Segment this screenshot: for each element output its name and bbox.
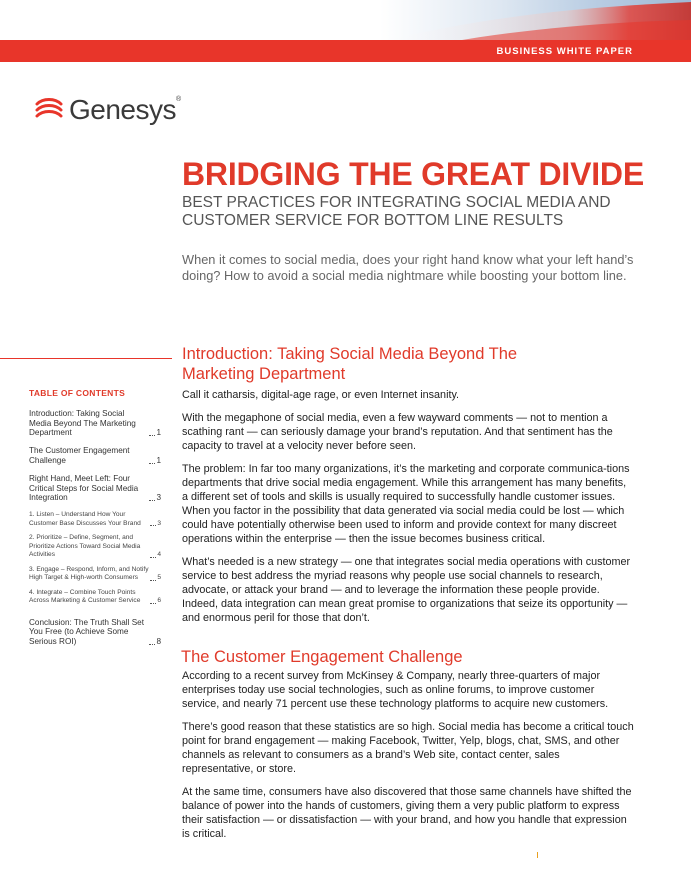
- paragraph: What’s needed is a new strategy — one that integrates social media operations with customer service to best address the myriad reasons why people use social channels to research, advocate, or attack your brand — and to leverage the information these people provide. Indeed, data integration can mean great promise to organizations that seize its opportunity — and enormous peril for those that don’t.: [182, 556, 631, 624]
- toc-subitem[interactable]: 3. Engage – Respond, Inform, and Notify High Target & High-worth Consumers 5: [29, 565, 161, 582]
- toc-item[interactable]: Introduction: Taking Social Media Beyond The Marketing Department 1: [29, 408, 161, 438]
- paragraph: According to a recent survey from McKinsey & Company, nearly three-quarters of major enterprises today use social technologies, such as online forums, to improve customer service, and nearly 71 percent use these technology platforms to acquire new customers.: [182, 670, 609, 710]
- document-type-label: BUSINESS WHITE PAPER: [496, 46, 633, 57]
- section-heading-challenge: The Customer Engagement Challenge: [181, 648, 463, 666]
- brand-name: Genesys®: [69, 94, 181, 125]
- brand-logo: [33, 93, 181, 127]
- intro-body: [182, 388, 634, 634]
- document-title: BRIDGING THE GREAT DIVIDE: [182, 156, 644, 192]
- paragraph: At the same time, consumers have also discovered that those same channels have shifted the balance of power into the hands of customers, giving them a very public platform to express their satisfaction — or dissatisfaction — with your brand, and how you handle that expression is critical.: [182, 786, 632, 840]
- toc-subitem[interactable]: 4. Integrate – Combine Touch Points Across Marketing & Customer Service 6: [29, 588, 161, 605]
- document-subtitle: BEST PRACTICES FOR INTEGRATING SOCIAL MEDIA AND CUSTOMER SERVICE FOR BOTTOM LINE RESULTS: [182, 194, 611, 229]
- header-swoosh-graphic: [0, 0, 691, 42]
- page-marker: [537, 852, 538, 858]
- toc-item[interactable]: Conclusion: The Truth Shall Set You Free (to Achieve Some Serious ROI) 8: [29, 617, 161, 647]
- toc-subitem[interactable]: 2. Prioritize – Define, Segment, and Prioritize Actions Toward Social Media Activities 4: [29, 534, 161, 559]
- genesys-mark-icon: [33, 96, 65, 124]
- header-band: [0, 40, 691, 62]
- paragraph: With the megaphone of social media, even a few wayward comments — not to mention a scathing rant — can seriously damage your brand’s reputation. And that sentiment has the capacity to travel at a velocity never before seen.: [182, 412, 613, 452]
- toc-subitem[interactable]: 1. Listen – Understand How Your Customer Base Discusses Your Brand 3: [29, 511, 161, 527]
- challenge-body: [182, 669, 634, 850]
- section-heading-intro: Introduction: Taking Social Media Beyond The Marketing Department: [182, 345, 518, 383]
- sidebar-divider: [0, 358, 172, 359]
- toc-heading: TABLE OF CONTENTS: [29, 388, 126, 398]
- paragraph: Call it catharsis, digital-age rage, or even Internet insanity.: [182, 389, 460, 401]
- toc-item[interactable]: Right Hand, Meet Left: Four Critical Steps for Social Media Integration 3: [29, 473, 161, 503]
- paragraph: The problem: In far too many organizations, it’s the marketing and corporate communica-tions departments that drive social media engagement. While this arrangement has many benefits, a different set of tools and skills is usually required to successfully handle customer issues. When you factor in the possibility that data generated via social media could be lost — which could have potentially otherwise been used to inform and provide context for many discreet operations within the enterprise — then the issue becomes business critical.: [182, 463, 630, 545]
- paragraph: There’s good reason that these statistics are so high. Social media has become a critical touch point for brand engagement — making Facebook, Twitter, Yelp, blogs, chat, SMS, and other channels as relevant to consumers as a brand’s Web site, contact center, sales representative, or store.: [182, 721, 634, 775]
- toc-item[interactable]: The Customer Engagement Challenge 1: [29, 446, 161, 465]
- table-of-contents: [29, 389, 161, 655]
- lead-paragraph: When it comes to social media, does your right hand know what your left hand’s doing? How to avoid a social media nightmare while boosting your bottom line.: [182, 252, 634, 283]
